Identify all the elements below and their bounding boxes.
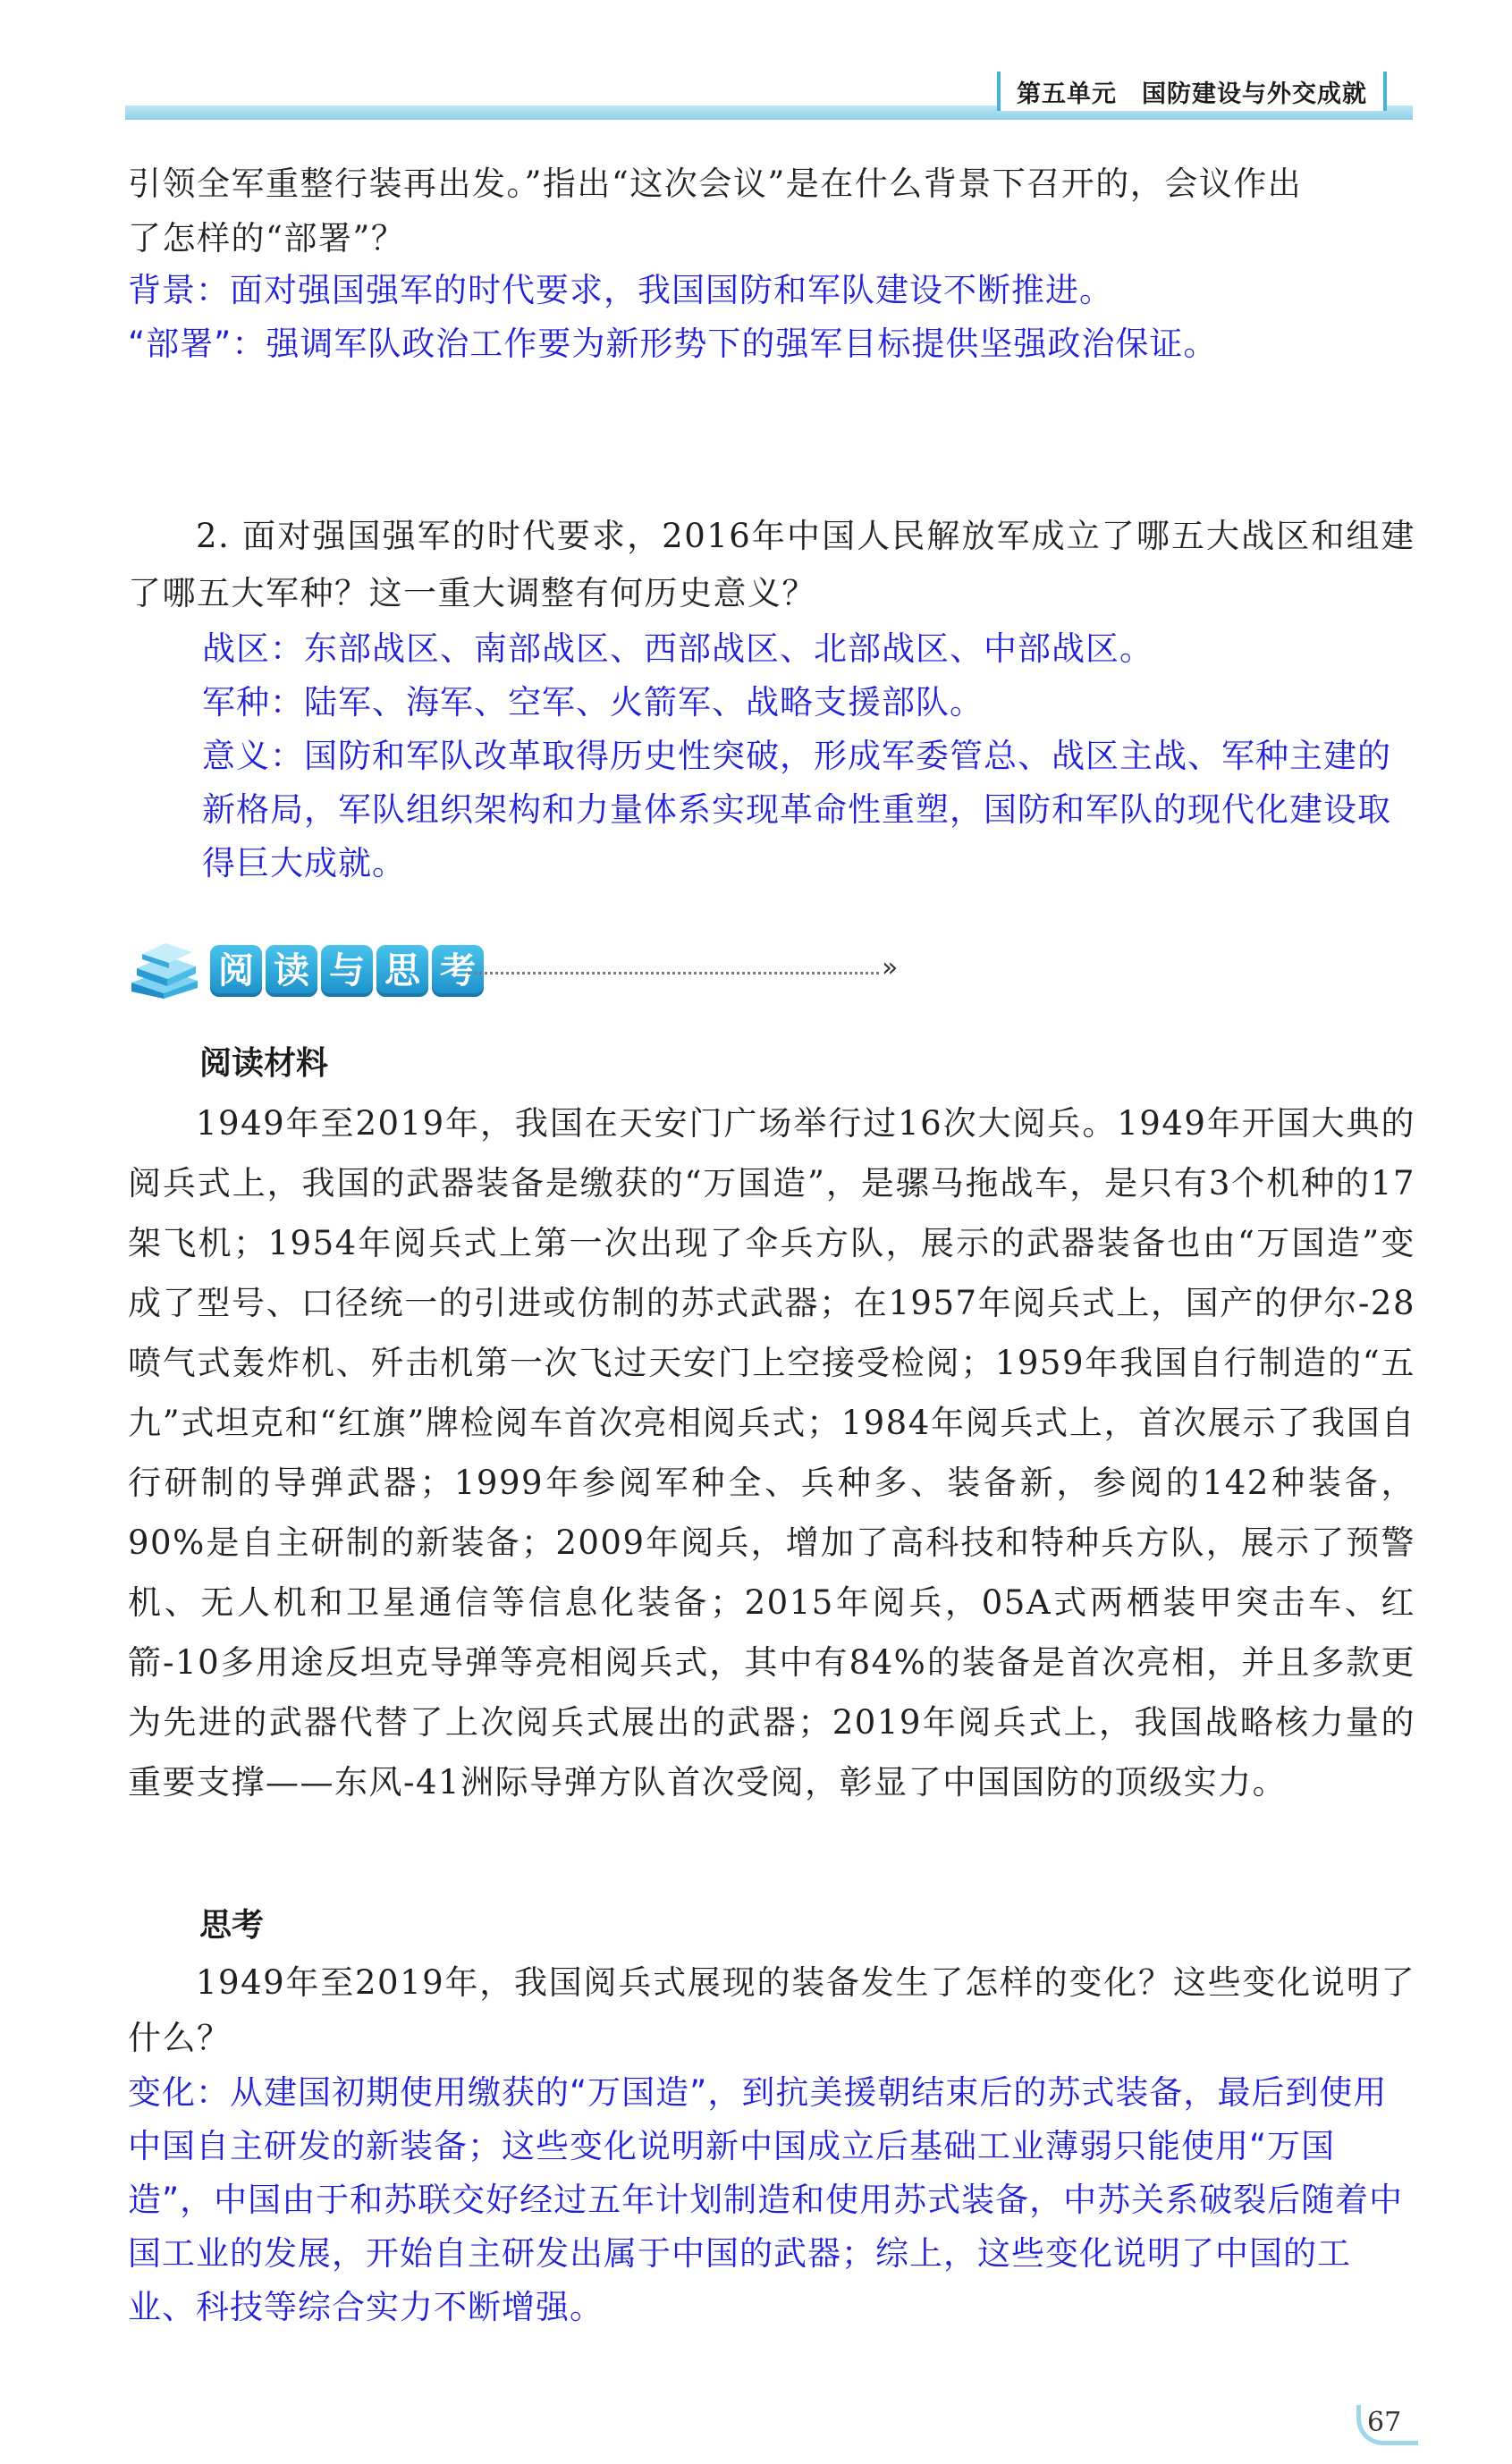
banner-title xyxy=(210,945,484,997)
q1-answer-deploy: “部署”：强调军队政治工作要为新形势下的强军目标提供坚强政治保证。 xyxy=(128,325,1218,363)
reading-thinking-banner xyxy=(128,934,899,1006)
reading-text: 1949年至2019年，我国在天安门广场举行过16次大阅兵。1949年开国大典的阅兵式上，我国的武器装备是缴获的“万国造”，是骡马拖战车，是只有3个机种的17架飞机；1954年阅兵式上第一次出现了伞兵方队，展示的武器装备也由“万国造”变成了型号、口径统一的引进或仿制的苏式武器；在1957年阅兵式上，国产的伊尔-28喷气式轰炸机、歼击机第一次飞过天安门上空接受检阅；1959年我国自行制造的“五九”式坦克和“红旗”牌检阅车首次亮相阅兵式；1984年阅兵式上，首次展示了我国自行研制的导弹武器；1999年参阅军种全、兵种多、装备新，参阅的142种装备，90%是自主研制的新装备；2009年阅兵，增加了高科技和特种兵方队，展示了预警机、无人机和卫星通信等信息化装备；2015年阅兵，05A式两栖装甲突击车、红箭-10多用途反坦克导弹等亮相阅兵式，其中有84%的装备是首次亮相，并且多款更为先进的武器代替了上次阅兵式展出的武器；2019年阅兵式上，我国战略核力量的重要支撑——东风-41洲际导弹方队首次受阅，彰显了中国国防的顶级实力。 xyxy=(128,1104,1415,1802)
question-1-block xyxy=(128,154,1415,371)
q1-tail-line1: 引领全军重整行装再出发。”指出“这次会议”是在什么背景下召开的，会议作出 xyxy=(128,165,1303,203)
thinking-block xyxy=(128,1895,1415,2334)
banner-char: 考 xyxy=(432,945,484,997)
question-2-block xyxy=(128,508,1415,890)
thinking-answer: 变化：从建国初期使用缴获的“万国造”，到抗美援朝结束后的苏式装备，最后到使用中国自主研发的新装备；这些变化说明新中国成立后基础工业薄弱只能使用“万国造”，中国由于和苏联交好经过五年计划制造和使用苏式装备，中苏关系破裂后随着中国工业的发展，开始自主研发出属于中国的武器；综上，这些变化说明了中国的工业、科技等综合实力不断增强。 xyxy=(128,2073,1404,2326)
banner-char: 思 xyxy=(376,945,428,997)
q2-answer-zones: 战区：东部战区、南部战区、西部战区、北部战区、中部战区。 xyxy=(202,629,1153,668)
banner-char: 读 xyxy=(266,945,317,997)
books-stack-icon xyxy=(128,941,201,999)
banner-char: 阅 xyxy=(210,945,262,997)
header-title-box xyxy=(997,72,1387,111)
thinking-heading: 思考 xyxy=(199,1907,265,1944)
q2-answer-meaning: 意义：国防和军队改革取得历史性突破，形成军委管总、战区主战、军种主建的新格局，军队组织架构和力量体系实现革命性重塑，国防和军队的现代化建设取得巨大成就。 xyxy=(202,737,1391,882)
unit-title: 第五单元 国防建设与外交成就 xyxy=(1017,80,1367,108)
q1-answer-background: 背景：面对强国强军的时代要求，我国国防和军队建设不断推进。 xyxy=(128,271,1113,309)
page-number-badge xyxy=(1356,2405,1419,2444)
dotted-leader xyxy=(468,970,879,975)
thinking-question: 1949年至2019年，我国阅兵式展现的装备发生了怎样的变化？这些变化说明了什么？ xyxy=(128,1963,1415,2057)
q2-question: 2. 面对强国强军的时代要求，2016年中国人民解放军成立了哪五大战区和组建了哪五大军种？这一重大调整有何历史意义？ xyxy=(128,517,1415,612)
q1-tail-line2: 了怎样的“部署”？ xyxy=(128,219,406,257)
q2-answer-services: 军种：陆军、海军、空军、火箭军、战略支援部队。 xyxy=(202,683,984,721)
banner-char: 与 xyxy=(321,945,373,997)
double-chevron-icon: » xyxy=(882,952,899,983)
reading-block xyxy=(128,1034,1415,1812)
reading-heading: 阅读材料 xyxy=(199,1045,329,1082)
page-number: 67 xyxy=(1367,2407,1402,2438)
